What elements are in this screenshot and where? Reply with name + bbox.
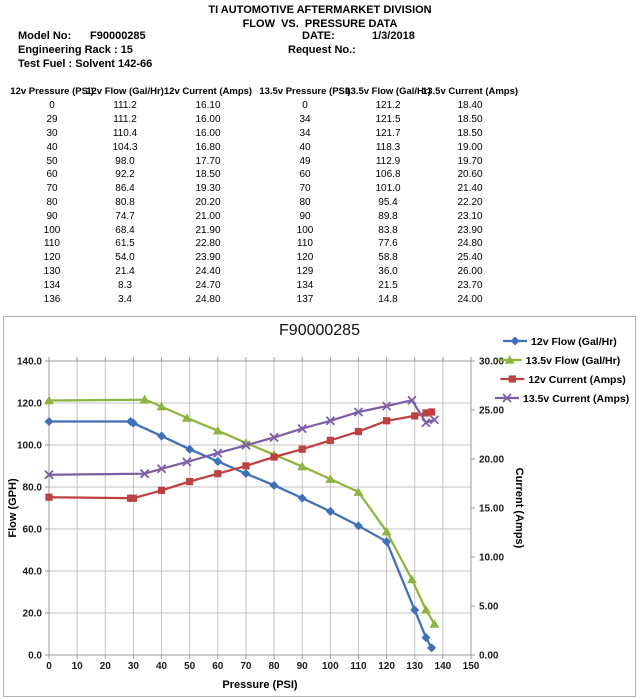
series-marker-square	[270, 453, 277, 460]
x-tick-label: 70	[240, 661, 252, 672]
table-cell: 98.0	[115, 155, 135, 167]
model-no-value: F90000285	[90, 30, 146, 42]
table-row	[15, 265, 535, 279]
table-cell: 130	[43, 265, 61, 277]
series-marker-square	[383, 417, 390, 424]
table-cell: 83.8	[378, 224, 398, 236]
table-cell: 21.4	[115, 265, 135, 277]
table-cell: 70	[299, 183, 311, 195]
table-cell: 134	[43, 279, 61, 291]
table-cell: 74.7	[115, 210, 135, 222]
table-cell: 100	[43, 224, 61, 236]
legend-item-label: 13.5v Current (Amps)	[523, 392, 630, 405]
table-cell: 129	[296, 265, 314, 277]
column-header-12v-flow: 12v Flow (Gal/Hr)	[86, 86, 164, 97]
table-cell: 50	[46, 155, 58, 167]
series-marker-diamond	[45, 417, 54, 426]
table-cell: 40	[299, 141, 311, 153]
table-row	[15, 99, 535, 113]
table-cell: 111.2	[113, 114, 137, 126]
table-cell: 25.40	[457, 252, 483, 264]
table-cell: 0	[49, 100, 55, 112]
series-marker-triangle	[407, 575, 417, 584]
series-marker-square	[299, 446, 306, 453]
series-marker-diamond	[427, 643, 436, 652]
table-cell: 121.2	[375, 100, 401, 112]
request-no-label: Request No.:	[288, 44, 356, 56]
series-marker-square	[242, 462, 249, 469]
series-marker-square	[130, 495, 137, 502]
y-right-tick-label: 0.00	[479, 650, 499, 662]
x-tick-label: 80	[268, 661, 280, 672]
table-cell: 58.8	[378, 252, 398, 264]
x-tick-label: 10	[71, 661, 83, 672]
x-tick-label: 140	[434, 661, 452, 672]
table-cell: 60	[46, 169, 58, 181]
model-no-label: Model No:	[18, 30, 72, 42]
table-cell: 100	[296, 224, 314, 236]
table-cell: 16.00	[195, 114, 221, 126]
series-marker-diamond	[185, 445, 194, 454]
table-cell: 23.90	[457, 224, 483, 236]
table-cell: 36.0	[378, 265, 398, 277]
table-cell: 18.50	[195, 169, 221, 181]
table-cell: 20.20	[195, 196, 221, 208]
table-cell: 60	[299, 169, 311, 181]
table-cell: 23.90	[195, 252, 221, 264]
table-cell: 120	[43, 252, 61, 264]
table-cell: 19.00	[457, 141, 483, 153]
table-cell: 21.5	[378, 279, 398, 291]
y-right-tick-label: 30.00	[479, 356, 505, 368]
table-row	[15, 168, 535, 182]
table-cell: 70	[46, 183, 58, 195]
table-cell: 29	[46, 114, 58, 126]
series-marker-diamond	[241, 469, 250, 478]
table-cell: 90	[46, 210, 58, 222]
column-header-12v-pressure: 12v Pressure (PSI)	[10, 86, 94, 97]
engineering-rack-label: Engineering Rack : 15	[18, 44, 133, 56]
table-cell: 134	[296, 279, 314, 291]
table-cell: 34	[299, 114, 311, 126]
series-line	[49, 412, 432, 498]
table-cell: 89.8	[378, 210, 398, 222]
series-marker-square	[411, 412, 418, 419]
series-marker-diamond	[298, 494, 307, 503]
table-header-row	[10, 84, 535, 99]
series-line	[49, 399, 434, 624]
table-cell: 3.4	[118, 293, 132, 305]
table-cell: 121.5	[375, 114, 401, 126]
date-value: 1/3/2018	[372, 30, 415, 42]
series-marker-square	[428, 408, 435, 415]
table-cell: 22.80	[195, 238, 221, 250]
table-cell: 22.20	[457, 196, 483, 208]
y-left-tick-label: 140.0	[16, 356, 42, 368]
table-cell: 18.40	[457, 100, 483, 112]
x-tick-label: 50	[184, 661, 196, 672]
table-cell: 30	[46, 127, 58, 139]
table-cell: 68.4	[115, 224, 135, 236]
series-line	[49, 422, 432, 648]
chart-panel	[3, 316, 636, 697]
table-cell: 49	[299, 155, 311, 167]
table-row	[15, 237, 535, 251]
table-cell: 21.40	[457, 183, 483, 195]
x-tick-label: 40	[155, 661, 168, 672]
y-left-tick-label: 100.0	[16, 440, 42, 452]
y-right-tick-label: 10.00	[479, 552, 505, 564]
series-marker-diamond	[157, 431, 166, 440]
table-cell: 112.9	[375, 155, 401, 167]
y-left-axis-title: Flow (GPH)	[7, 478, 19, 538]
table-cell: 111.2	[113, 100, 137, 112]
test-fuel-label: Test Fuel : Solvent 142-66	[18, 58, 153, 70]
table-cell: 16.10	[195, 100, 221, 112]
table-cell: 19.70	[457, 155, 483, 167]
table-cell: 24.80	[195, 293, 221, 305]
table-cell: 80	[299, 196, 311, 208]
table-cell: 136	[43, 293, 61, 305]
table-cell: 18.50	[457, 114, 483, 126]
table-cell: 23.10	[457, 210, 483, 222]
x-tick-label: 110	[350, 661, 367, 672]
series-marker-square	[214, 470, 221, 477]
table-cell: 24.40	[195, 265, 221, 277]
series-marker-diamond	[270, 481, 279, 490]
table-row	[15, 278, 535, 292]
table-cell: 18.50	[457, 127, 483, 139]
table-cell: 121.7	[375, 127, 401, 139]
table-cell: 92.2	[115, 169, 135, 181]
table-cell: 24.80	[457, 238, 483, 250]
table-cell: 23.70	[457, 279, 483, 291]
y-right-axis-title: Current (Amps)	[513, 467, 525, 549]
table-cell: 54.0	[115, 252, 135, 264]
table-row	[15, 182, 535, 196]
x-tick-label: 20	[99, 661, 111, 672]
table-cell: 24.70	[195, 279, 221, 291]
plot-border	[49, 361, 471, 655]
column-header-13-5v-pressure: 13.5v Pressure (PSI)	[259, 86, 351, 97]
table-row	[15, 251, 535, 265]
table-row	[15, 113, 535, 127]
table-cell: 106.8	[375, 169, 401, 181]
x-tick-label: 90	[296, 661, 308, 672]
table-cell: 104.3	[112, 141, 138, 153]
table-cell: 34	[299, 127, 311, 139]
series-marker-triangle	[429, 619, 439, 628]
report-title: TI AUTOMOTIVE AFTERMARKET DIVISION	[208, 4, 432, 16]
report-subtitle: FLOW VS. PRESSURE DATA	[242, 18, 398, 30]
table-cell: 16.80	[195, 141, 221, 153]
table-cell: 61.5	[115, 238, 135, 250]
table-cell: 17.70	[195, 155, 221, 167]
series-marker-triangle	[421, 605, 431, 614]
table-cell: 21.90	[195, 224, 221, 236]
x-tick-label: 100	[321, 661, 339, 672]
flow-pressure-chart	[4, 317, 633, 694]
x-tick-label: 150	[462, 661, 480, 672]
table-row	[15, 223, 535, 237]
series-line	[49, 400, 434, 475]
column-header-13-5v-flow: 13.5v Flow (Gal/Hr)	[345, 86, 431, 97]
table-row	[15, 140, 535, 154]
series-marker-diamond	[326, 507, 335, 516]
table-cell: 110.4	[112, 127, 138, 139]
x-tick-label: 120	[378, 661, 395, 672]
table-cell: 20.60	[457, 169, 483, 181]
table-row	[15, 209, 535, 223]
table-cell: 16.00	[195, 127, 221, 139]
date-label: DATE:	[302, 30, 335, 42]
y-left-tick-label: 40.0	[22, 566, 42, 578]
table-cell: 101.0	[375, 183, 401, 195]
series-marker-square	[509, 375, 516, 382]
x-tick-label: 0	[46, 661, 52, 672]
series-marker-diamond	[421, 633, 430, 642]
y-right-tick-label: 25.00	[479, 405, 505, 417]
flow-pressure-table	[10, 84, 535, 306]
table-body	[15, 99, 535, 306]
series-marker-square	[158, 487, 165, 494]
table-cell: 137	[296, 293, 314, 305]
x-tick-label: 130	[406, 661, 424, 672]
table-cell: 110	[297, 238, 313, 250]
y-left-tick-label: 20.0	[22, 608, 42, 620]
table-cell: 90	[299, 210, 311, 222]
column-header-13-5v-current: 13.5v Current (Amps)	[421, 86, 519, 97]
series-marker-square	[186, 478, 193, 485]
x-tick-label: 60	[212, 661, 224, 672]
table-cell: 40	[46, 141, 58, 153]
table-cell: 14.8	[378, 293, 398, 305]
series-marker-diamond	[213, 457, 222, 466]
table-row	[15, 292, 535, 306]
legend-item-label: 12v Current (Amps)	[528, 373, 626, 386]
series-marker-square	[355, 428, 362, 435]
column-header-12v-current: 12v Current (Amps)	[163, 86, 253, 97]
table-row	[15, 154, 535, 168]
series-marker-square	[327, 437, 334, 444]
y-right-tick-label: 20.00	[479, 454, 505, 466]
table-cell: 26.00	[457, 265, 483, 277]
legend-item-label: 12v Flow (Gal/Hr)	[531, 335, 617, 348]
table-cell: 86.4	[115, 183, 135, 195]
table-cell: 80.8	[115, 196, 135, 208]
series-marker-square	[45, 494, 52, 501]
legend-item-label: 13.5v Flow (Gal/Hr)	[525, 354, 621, 367]
x-axis-title: Pressure (PSI)	[222, 679, 298, 691]
x-tick-label: 30	[127, 661, 139, 672]
table-cell: 80	[46, 196, 58, 208]
y-left-tick-label: 80.0	[22, 482, 42, 494]
table-cell: 77.6	[378, 238, 398, 250]
table-row	[15, 196, 535, 210]
y-left-tick-label: 60.0	[22, 524, 42, 536]
table-cell: 120	[296, 252, 314, 264]
y-right-tick-label: 5.00	[479, 601, 499, 613]
table-cell: 24.00	[457, 293, 483, 305]
table-row	[15, 127, 535, 141]
table-cell: 21.00	[195, 210, 221, 222]
table-cell: 118.3	[375, 141, 401, 153]
table-cell: 8.3	[118, 279, 132, 291]
table-cell: 95.4	[378, 196, 398, 208]
table-cell: 19.30	[195, 183, 221, 195]
y-right-tick-label: 15.00	[479, 503, 505, 515]
y-left-tick-label: 0.0	[28, 650, 42, 662]
table-cell: 0	[302, 100, 308, 112]
table-cell: 110	[44, 238, 60, 250]
y-left-tick-label: 120.0	[16, 398, 42, 410]
chart-title: F90000285	[279, 322, 360, 339]
